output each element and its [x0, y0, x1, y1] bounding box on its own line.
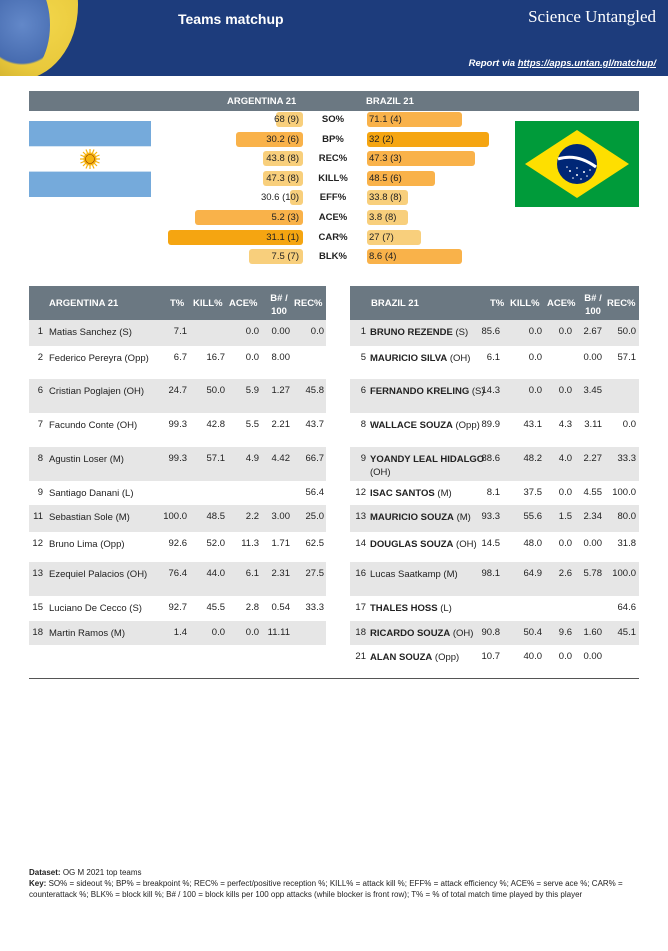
player-name-text: Ezequiel Palacios [49, 569, 124, 580]
player-row [29, 532, 326, 562]
stat-b: 1.71 [271, 538, 290, 549]
player-position: (L) [121, 488, 134, 499]
stat-rec: 33.3 [617, 453, 636, 464]
player-number: 1 [37, 326, 43, 337]
stat-kill: 48.5 [206, 511, 225, 522]
player-position: (OH) [449, 353, 471, 364]
player-position: (M) [456, 512, 471, 523]
player-row [29, 505, 326, 532]
player-number: 12 [355, 487, 366, 498]
player-name [370, 487, 490, 500]
brand-logo: Science Untangled [528, 7, 656, 26]
player-position: (M) [115, 512, 130, 523]
stat-name: BP% [322, 133, 344, 145]
dataset-value: OG M 2021 top teams [62, 868, 142, 877]
player-name [49, 385, 174, 398]
player-row [350, 621, 639, 645]
player-row [29, 379, 326, 413]
left-value: 68 (9) [274, 114, 299, 125]
team-left-name: ARGENTINA 21 [227, 96, 297, 107]
stat-t: 6.7 [173, 352, 187, 363]
stat-ace: 11.3 [241, 538, 259, 549]
player-position: (M) [109, 454, 124, 465]
stat-rec: 66.7 [305, 453, 324, 464]
stat-b: 0.00 [583, 538, 602, 549]
stat-rec: 45.1 [617, 627, 636, 638]
right-value: 48.5 (6) [369, 172, 402, 184]
player-position: (OH) [456, 539, 477, 550]
player-position: (L) [440, 603, 452, 614]
stat-kill: 0.0 [528, 385, 542, 396]
stat-t: 8.1 [486, 487, 500, 498]
stat-t: 85.6 [481, 326, 500, 337]
stat-rec: 80.0 [617, 511, 636, 522]
player-name-text: Agustin Loser [49, 454, 108, 465]
stat-b: 8.00 [271, 352, 290, 363]
player-row [29, 447, 326, 481]
stat-ace: 0.0 [558, 487, 572, 498]
stat-t: 14.3 [481, 385, 500, 396]
player-name [370, 352, 490, 365]
player-number: 18 [32, 627, 43, 638]
stat-rec: 50.0 [617, 326, 636, 337]
player-name-text: Santiago Danani [49, 488, 120, 499]
player-number: 18 [355, 627, 366, 638]
player-position: (OH) [126, 569, 148, 580]
comparison-header [29, 91, 639, 111]
player-name [49, 352, 174, 365]
stat-t: 1.4 [173, 627, 187, 638]
left-value: 31.1 (1) [266, 231, 299, 243]
stat-t: 93.3 [481, 511, 500, 522]
col-block-per-100: B# / 100 [270, 293, 288, 317]
player-name-text: DOUGLAS SOUZA [370, 539, 454, 550]
player-name [49, 453, 174, 466]
col-t-pct: T% [490, 298, 505, 309]
right-player-rows [350, 320, 639, 672]
stat-rec: 27.5 [305, 568, 324, 579]
stat-t: 90.8 [481, 627, 500, 638]
stat-ace: 5.9 [245, 385, 259, 396]
stat-rec: 45.8 [305, 385, 324, 396]
player-name-text: Federico Pereyra [49, 353, 122, 364]
stat-ace: 0.0 [245, 326, 259, 337]
player-row [350, 346, 639, 379]
stat-ace: 0.0 [558, 538, 572, 549]
comparison-row [0, 151, 668, 166]
col-kill-pct: KILL% [193, 298, 223, 309]
stat-b: 2.34 [583, 511, 602, 522]
stat-b: 0.54 [271, 602, 290, 613]
player-position: (Opp) [124, 353, 149, 364]
comparison-row [0, 171, 668, 186]
stat-b: 1.27 [271, 385, 290, 396]
stat-name: ACE% [318, 212, 348, 223]
stat-kill: 52.0 [206, 538, 225, 549]
comparison-row [0, 190, 668, 205]
stat-rec: 57.1 [617, 352, 636, 363]
player-name [49, 419, 174, 432]
comparison-row [0, 132, 668, 147]
stat-b: 2.21 [271, 419, 290, 430]
stat-ace: 1.5 [558, 511, 572, 522]
player-name [49, 487, 174, 500]
key-text: SO% = sideout %; BP% = breakpoint %; REC% = perfect/positive reception %; KILL% = attack kill %; EFF% = attack efficiency %; ACE% = serve ace %; CAR% = counterattack %; BLK% = block kill %; B# / 100 = block kills per 100 opp attacks (while blocker is front row); T% = % of total match time played by this player [29, 879, 623, 899]
stat-kill: 0.0 [211, 627, 225, 638]
key-label: Key: [29, 879, 47, 888]
right-table-team: BRAZIL 21 [371, 298, 419, 309]
col-t-pct: T% [170, 298, 185, 309]
player-name [49, 538, 174, 551]
stat-name: REC% [318, 153, 348, 165]
player-number: 13 [32, 568, 43, 579]
stat-ace: 0.0 [558, 326, 572, 337]
player-number: 12 [32, 538, 43, 549]
player-row [350, 562, 639, 596]
player-name-text: WALLACE SOUZA [370, 420, 453, 431]
player-name-text: Lucas Saatkamp [370, 569, 441, 580]
stat-kill: 64.9 [523, 568, 542, 579]
stat-ace: 0.0 [558, 651, 572, 662]
player-name-text: Bruno Lima [49, 539, 98, 550]
left-value: 5.2 (3) [271, 212, 299, 223]
stat-ace: 4.0 [558, 453, 572, 464]
right-value: 32 (2) [369, 133, 394, 145]
team-right-name: BRAZIL 21 [366, 96, 414, 107]
player-row [350, 645, 639, 672]
player-name [49, 511, 174, 524]
stat-b: 3.45 [583, 385, 602, 396]
stat-t: 99.3 [168, 419, 187, 430]
stat-b: 5.78 [583, 568, 602, 579]
left-value: 43.8 (8) [266, 153, 299, 165]
player-name [370, 651, 490, 664]
player-row [29, 413, 326, 447]
player-number: 9 [37, 487, 43, 498]
stat-kill: 44.0 [206, 568, 225, 579]
left-table-header [29, 286, 326, 320]
stat-ace: 2.6 [558, 568, 572, 579]
stat-name: CAR% [318, 231, 348, 243]
stat-name: EFF% [319, 192, 347, 204]
stat-ace: 0.0 [245, 352, 259, 363]
player-row [350, 320, 639, 346]
stat-ace: 5.5 [245, 419, 259, 430]
right-value: 47.3 (3) [369, 153, 402, 165]
stat-kill: 48.0 [523, 538, 542, 549]
stat-b: 0.00 [583, 651, 602, 662]
col-ace-pct: ACE% [229, 298, 258, 309]
stat-name: BLK% [319, 251, 347, 263]
left-value: 30.2 (6) [266, 133, 299, 145]
stat-kill: 43.1 [523, 419, 542, 430]
stat-name: SO% [321, 114, 345, 125]
stat-ace: 0.0 [245, 627, 259, 638]
stat-rec: 0.0 [310, 326, 324, 337]
stat-t: 99.3 [168, 453, 187, 464]
player-name-text: Facundo Conte [49, 420, 114, 431]
stat-t: 98.1 [481, 568, 500, 579]
player-row [29, 346, 326, 379]
stat-kill: 45.5 [206, 602, 225, 613]
right-value: 71.1 (4) [369, 114, 402, 125]
stat-rec: 100.0 [612, 487, 636, 498]
stat-b: 0.00 [271, 326, 290, 337]
stat-t: 14.5 [481, 538, 500, 549]
player-number: 6 [37, 385, 43, 396]
player-position: (OH) [452, 628, 474, 639]
stat-kill: 42.8 [206, 419, 225, 430]
stat-name: KILL% [318, 172, 348, 184]
stat-t: 6.1 [486, 352, 500, 363]
stat-kill: 0.0 [528, 326, 542, 337]
comparison-row [0, 210, 668, 225]
stat-b: 3.00 [271, 511, 290, 522]
right-value: 27 (7) [369, 231, 394, 243]
right-value: 33.8 (8) [369, 192, 402, 204]
report-link[interactable]: https://apps.untan.gl/matchup/ [517, 58, 656, 69]
player-number: 14 [355, 538, 366, 549]
player-name-text: YOANDY LEAL HIDALGO [370, 454, 485, 465]
player-position: (M) [437, 488, 452, 499]
player-name-text: Matias Sanchez [49, 327, 117, 338]
stat-t: 89.9 [481, 419, 500, 430]
player-number: 11 [33, 511, 43, 522]
stat-rec: 0.0 [622, 419, 636, 430]
stat-kill: 50.4 [523, 627, 542, 638]
player-name [370, 538, 490, 551]
dataset-line [29, 867, 639, 878]
player-name-text: Luciano De Cecco [49, 603, 127, 614]
left-table-team: ARGENTINA 21 [49, 298, 119, 309]
report-source [469, 58, 656, 69]
player-name-text: FERNANDO KRELING [370, 386, 470, 397]
player-name-text: Cristian Poglajen [49, 386, 121, 397]
footer-notes [29, 867, 639, 900]
player-row [29, 562, 326, 596]
player-position: (OH) [370, 467, 391, 478]
player-row [29, 621, 326, 645]
player-name-text: Martin Ramos [49, 628, 109, 639]
player-row [29, 596, 326, 621]
stat-t: 100.0 [163, 511, 187, 522]
stat-b: 2.67 [583, 326, 602, 337]
stat-t: 92.6 [168, 538, 187, 549]
stat-t: 10.7 [481, 651, 500, 662]
dataset-label: Dataset: [29, 868, 61, 877]
player-position: (M) [443, 569, 458, 580]
player-number: 1 [360, 326, 366, 337]
player-name [49, 627, 174, 640]
player-name [49, 602, 174, 615]
stat-b: 2.31 [271, 568, 290, 579]
stat-t: 92.7 [168, 602, 187, 613]
right-value: 8.6 (4) [369, 251, 397, 263]
player-name [49, 326, 174, 339]
left-player-table [29, 286, 326, 645]
player-number: 21 [355, 651, 366, 662]
player-position: (Opp) [434, 652, 460, 663]
player-number: 15 [32, 602, 43, 613]
player-name-text: BRUNO REZENDE [370, 327, 453, 338]
player-row [350, 447, 639, 481]
player-number: 17 [355, 602, 366, 613]
col-block-per-100: B# / 100 [584, 293, 602, 317]
player-position: (S) [119, 327, 132, 338]
stat-b: 2.27 [583, 453, 602, 464]
right-value: 3.8 (8) [369, 212, 397, 223]
player-row [350, 532, 639, 562]
stat-kill: 40.0 [523, 651, 542, 662]
stat-ace: 9.6 [558, 627, 572, 638]
player-name [370, 568, 490, 581]
player-row [29, 481, 326, 505]
player-position: (S) [471, 386, 485, 397]
stat-b: 11.11 [267, 627, 290, 638]
stat-rec: 100.0 [612, 568, 636, 579]
player-row [350, 413, 639, 447]
player-position: (S) [129, 603, 142, 614]
left-value: 30.6 (10) [260, 192, 299, 204]
player-number: 16 [355, 568, 366, 579]
stat-kill: 0.0 [528, 352, 542, 363]
player-row [350, 596, 639, 621]
player-position: (Opp) [455, 420, 480, 431]
player-name-text: ALAN SOUZA [370, 652, 433, 663]
player-name [370, 453, 490, 479]
stat-b: 1.60 [583, 627, 602, 638]
comparison-row [0, 249, 668, 264]
player-name [49, 568, 174, 581]
player-number: 8 [360, 419, 366, 430]
report-header [0, 0, 668, 76]
stat-kill: 50.0 [206, 385, 225, 396]
player-row [350, 481, 639, 505]
stat-t: 7.1 [173, 326, 187, 337]
player-name-text: MAURICIO SOUZA [370, 512, 454, 523]
table-bottom-rule [29, 678, 639, 679]
stat-ace: 4.3 [558, 419, 572, 430]
player-name [370, 385, 490, 398]
stat-kill: 16.7 [206, 352, 225, 363]
right-table-header [350, 286, 639, 320]
player-position: (OH) [123, 386, 145, 397]
stat-rec: 31.8 [617, 538, 636, 549]
stat-ace: 2.2 [245, 511, 259, 522]
left-player-rows [29, 320, 326, 645]
player-number: 6 [360, 385, 366, 396]
player-name-text: MAURICIO SILVA [370, 353, 448, 364]
player-name-text: ISAC SANTOS [370, 488, 435, 499]
col-ace-pct: ACE% [547, 298, 576, 309]
player-name [370, 511, 490, 524]
player-row [350, 505, 639, 532]
stat-t: 76.4 [168, 568, 187, 579]
player-row [350, 379, 639, 413]
comparison-row [0, 112, 668, 127]
player-number: 9 [360, 453, 366, 464]
player-position: (Opp) [100, 539, 125, 550]
stat-ace: 0.0 [558, 385, 572, 396]
player-number: 5 [360, 352, 366, 363]
player-name [370, 602, 490, 615]
right-player-table [350, 286, 639, 672]
col-rec-pct: REC% [294, 298, 323, 309]
player-number: 8 [37, 453, 43, 464]
player-row [29, 320, 326, 346]
comparison-row [0, 230, 668, 245]
report-prefix: Report via [468, 58, 518, 69]
player-name [370, 627, 490, 640]
stat-ace: 6.1 [245, 568, 259, 579]
player-number: 7 [37, 419, 43, 430]
stat-b: 4.42 [271, 453, 290, 464]
player-name [370, 419, 490, 432]
stat-b: 0.00 [583, 352, 602, 363]
stat-ace: 4.9 [245, 453, 259, 464]
left-value: 47.3 (8) [266, 172, 299, 184]
stat-rec: 62.5 [305, 538, 324, 549]
left-value: 7.5 (7) [271, 251, 299, 263]
player-name-text: RICARDO SOUZA [370, 628, 451, 639]
stat-kill: 48.2 [523, 453, 542, 464]
stat-ace: 2.8 [245, 602, 259, 613]
player-name-text: Sebastian Sole [49, 512, 113, 523]
player-number: 2 [37, 352, 43, 363]
stat-t: 24.7 [168, 385, 187, 396]
col-kill-pct: KILL% [510, 298, 540, 309]
player-name-text: THALES HOSS [370, 603, 438, 614]
stat-rec: 33.3 [305, 602, 324, 613]
player-position: (OH) [116, 420, 138, 431]
col-rec-pct: REC% [607, 298, 636, 309]
player-name [370, 326, 490, 339]
stat-kill: 37.5 [523, 487, 542, 498]
stat-b: 3.11 [584, 419, 602, 430]
stat-b: 4.55 [583, 487, 602, 498]
stat-kill: 55.6 [523, 511, 542, 522]
stat-t: 88.6 [481, 453, 500, 464]
page-title: Teams matchup [178, 11, 284, 27]
stat-rec: 64.6 [617, 602, 636, 613]
player-number: 13 [355, 511, 366, 522]
player-position: (M) [110, 628, 126, 639]
stat-rec: 43.7 [305, 419, 324, 430]
stat-rec: 25.0 [305, 511, 324, 522]
stat-rec: 56.4 [305, 487, 324, 498]
key-line [29, 878, 639, 900]
player-position: (S) [455, 327, 469, 338]
stat-kill: 57.1 [206, 453, 225, 464]
